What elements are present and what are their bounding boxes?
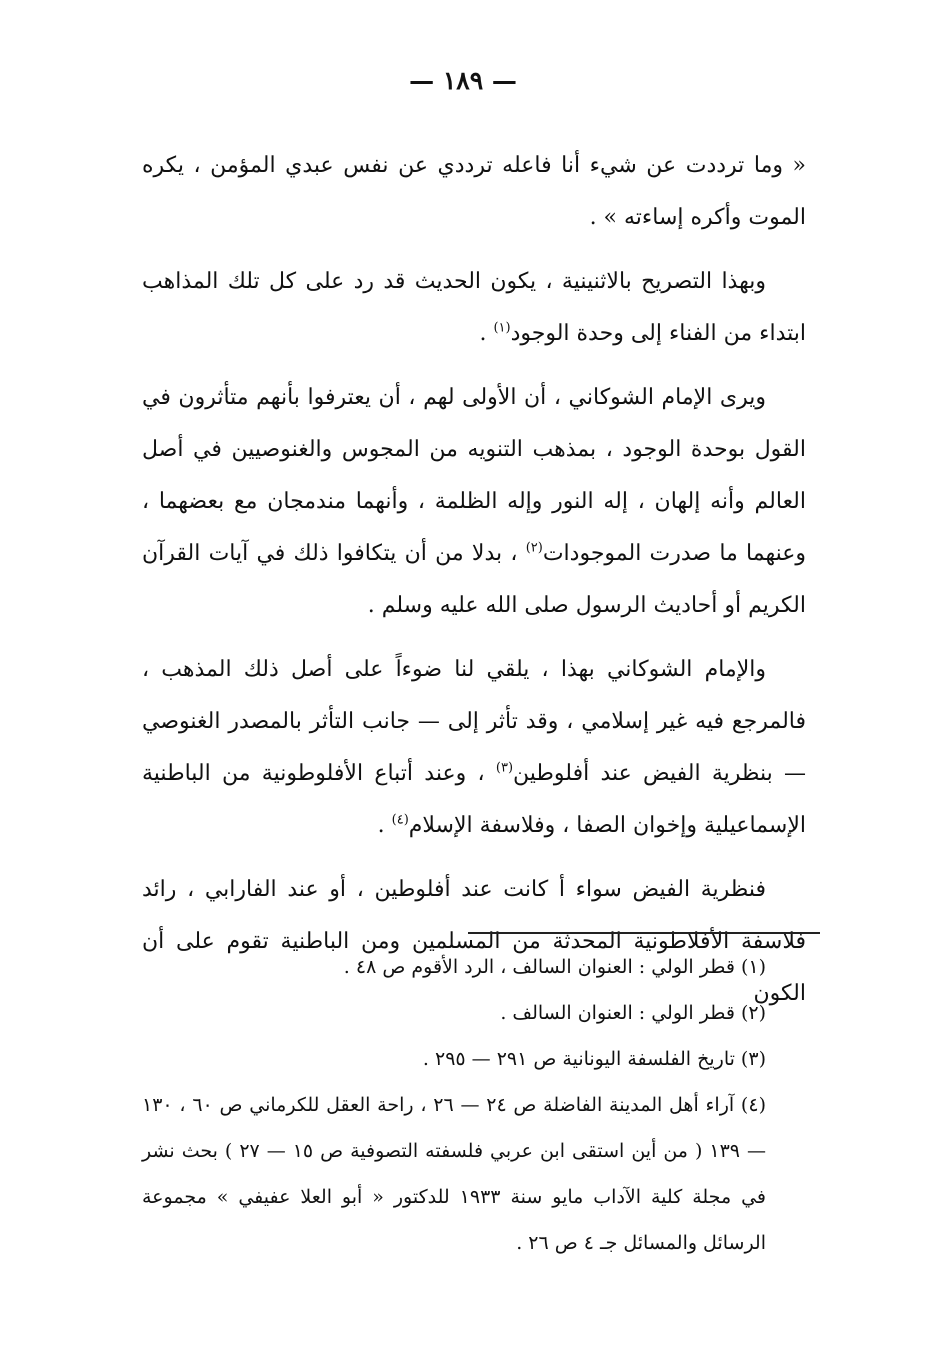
- footnote-ref: (٣): [495, 760, 514, 776]
- paragraph-origin: [142, 644, 806, 852]
- paragraph-text: « وما ترددت عن شيء أنا فاعله ترددي عن نفس عبدي المؤمن ، يكره الموت وأكره إساءته » .: [142, 153, 806, 230]
- paragraph-text: ويرى الإمام الشوكاني ، أن الأولى لهم ، أن يعترفوا بأنهم متأثرون في القول بوحدة الوجود ، بمذهب التنويه من المجوس والغنوصيين في أصل العالم وأنه إلهان ، إله النور وإله الظلمة ، وأنهما مندمجان مع بعضهما ، وعنهما ما صدرت الموجودات: [142, 385, 807, 566]
- footnote-ref: (١): [493, 320, 511, 336]
- paragraph-text: ، وعند أتباع الأفلوطونية من الباطنية الإسماعيلية وإخوان الصفا ، وفلاسفة الإسلام: [142, 761, 806, 838]
- paragraph-shawkani-view: [142, 372, 806, 632]
- footnote-ref: (٤): [391, 812, 409, 828]
- footnote-4: (٤) آراء أهل المدينة الفاضلة ص ٢٤ — ٢٦ ، راحة العقل للكرماني ص ٦٠ ، ١٣٠ — ١٣٩ ( من أين استقى ابن عربي فلسفته التصوفية ص ١٥ — ٢٧ ) بحث نشر في مجلة كلية الآداب مايو سنة ١٩٣٣ للدكتور « أبو العلا عفيفي » مجموعة الرسائل والمسائل جـ ٤ ص ٢٦ .: [142, 1094, 766, 1254]
- paragraph-text: .: [479, 321, 494, 346]
- paragraph-text: والإمام الشوكاني بهذا ، يلقي لنا ضوءاً على أصل ذلك المذهب ، فالمرجع فيه غير إسلامي ، وقد تأثر إلى — جانب التأثر بالمصدر الغنوصي — بنظرية الفيض عند أفلوطين: [142, 657, 806, 786]
- footnote-1: (١) قطر الولي : العنوان السالف ، الرد الأقوم ص ٤٨ .: [343, 956, 766, 978]
- main-text: [142, 140, 806, 1032]
- page-number: — ١٨٩ —: [409, 66, 517, 95]
- footnote-divider: [468, 932, 820, 934]
- paragraph-text: ، بدلا من أن يتكافوا ذلك في آيات القرآن الكريم أو أحاديث الرسول صلى الله عليه وسلم .: [142, 541, 806, 618]
- footnote-3: (٣) تاريخ الفلسفة اليونانية ص ٢٩١ — ٢٩٥ .: [422, 1048, 766, 1070]
- paragraph-text: فنظرية الفيض سواء أ كانت عند أفلوطين ، أو عند الفارابي ، رائد فلاسفة الأفلاطونية المحدثة من المسلمين ومن الباطنية تقوم على أن الكون: [142, 877, 806, 1006]
- paragraph-text: وبهذا التصريح بالاثنينية ، يكون الحديث قد رد على كل تلك المذاهب ابتداء من الفناء إلى وحدة الوجود: [142, 269, 806, 346]
- paragraph-text: .: [377, 813, 392, 838]
- footnotes: [142, 944, 806, 1266]
- footnote-2: (٢) قطر الولي : العنوان السالف .: [500, 1002, 766, 1024]
- footnote-ref: (٢): [525, 540, 543, 556]
- paragraph-hadith-quote: [142, 140, 806, 244]
- paragraph-dualism: [142, 256, 806, 360]
